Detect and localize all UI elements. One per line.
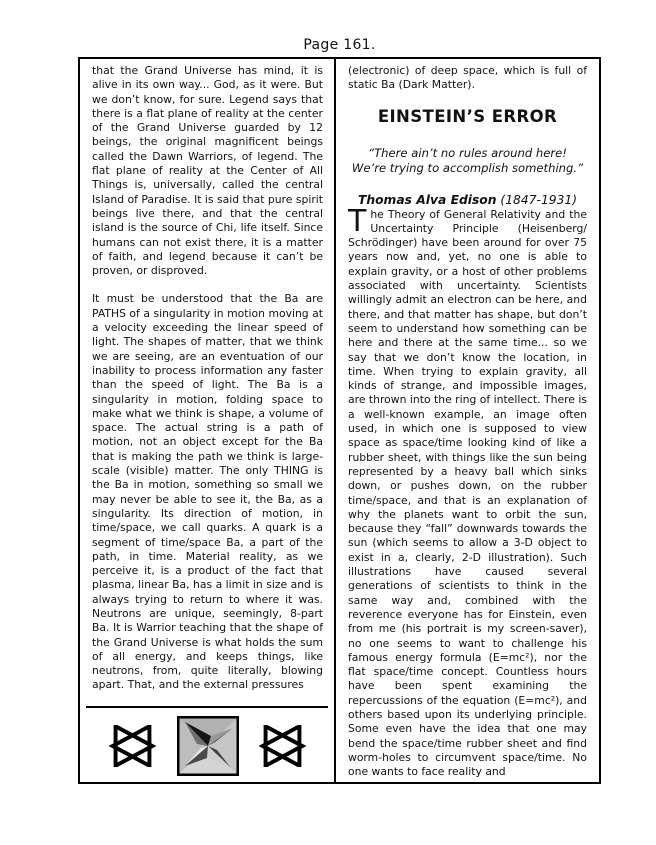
faceted-star-image xyxy=(177,716,239,776)
paragraph: It must be understood that the Ba are PATHS of a singularity in motion moving at a velocity exceeding the linear speed of light. The shapes of matter, that we think we are seeing, are an eventuation of our inability to process information any faster than the speed of light. The Ba is a singularity in motion, folding space to make what we think is shape, a volume of space. The actual string is a path of motion, not an object except for the Ba that is making the path we think is large-scale (visible) matter. The only THING is the Ba in motion, something so small we may never be able to see it, the Ba, as a singularity. Its direction of motion, in time/space, we call quarks. A quark is a segment of time/space Ba, a part of the path, in time. Material reality, as we perceive it, is a product of the fact that plasma, linear Ba, has a limit in size and is always trying to return to where it was. Neutrons are unique, seemingly, 8-part Ba. It is Warrior teaching that the shape of the Grand Universe is what holds the sum of all energy, and keeps things, like neutrons, from, quite literally, blowing apart. That, and the external pressures xyxy=(92,292,323,692)
scanned-book-page xyxy=(78,36,601,784)
drop-cap: T xyxy=(348,203,367,239)
paragraph-text: he Theory of General Relativity and the Uncertainty Principle (Heisenberg/ Schrödinger) have been around for over 75 years now and, yet, no one is able to explain gravity, or a host of other problems associated with uncertainty. Scientists willingly admit an electron can be here, and there, and that matter has shape, but don’t seem to understand how something can be here and there at the same time... so we say that we don’t know the location, in time. When trying to explain gravity, all kinds of strange, and impossible images, are thrown into the ring of intellect. There is a well-known example, an image often used, in which one is supposed to view space as space/time looking kind of like a rubber sheet, with things like the sun being represented by a heavy ball which sinks down, or pushes down, on the rubber time/space, and that is an explanation of why the planets want to orbit the sun, because they “fall” downwards towards the sun (which seems to allow a 3-D object to exist in a, clearly, 2-D illustration). Such illustrations have caused several generations of scientists to think in the same way and, combined with the reverence everyone has for Einstein, even from me (his portrait is my screen-saver), no one seems to want to challenge his famous energy formula (E=mc²), nor the flat space/time concept. Countless hours have been spent examining the repercussions of the equation (E=mc²), and others based upon its underlying principle. Some even have the idea that one may bend the space/time rubber sheet and find worm-holes to circumvent space/time. No one wants to face reality and xyxy=(348,207,587,779)
attribution-name: Thomas Alva Edison xyxy=(357,192,497,207)
section-heading: EINSTEIN’S ERROR xyxy=(377,106,558,126)
quote-line: “There ain’t no rules around here! xyxy=(368,145,567,160)
pull-quote xyxy=(348,146,587,177)
paragraph-continuation: (electronic) of deep space, which is full of static Ba (Dark Matter). xyxy=(348,64,587,92)
attribution-years: (1847-1931) xyxy=(496,192,578,207)
quote-attribution xyxy=(348,192,587,208)
six-pointed-star-icon xyxy=(109,725,156,767)
footer-symbols-row xyxy=(92,708,323,778)
paragraph xyxy=(348,203,587,780)
paragraph: that the Grand Universe has mind, it is alive in its own way... God, as it were. But we don’t know, for sure. Legend says that there is a flat plane of reality at the center of the Grand Universe guarded by 12 beings, the original magnificent beings called the Dawn Warriors, of legend. The flat plane of reality at the Center of All Things is, universally, called the central Island of Paradise. It is said that pure spirit beings live there, and that the central island is the source of Chi, life itself. Since humans can not exist there, it is a matter of faith, and legend because it can’t be proven, or disproved. xyxy=(92,64,323,278)
six-pointed-star-icon xyxy=(259,725,306,767)
right-column xyxy=(336,59,599,782)
two-column-text-frame xyxy=(78,57,601,784)
page-number-header: Page 161. xyxy=(303,37,376,53)
quote-line: We’re trying to accomplish something.” xyxy=(351,161,584,176)
left-column xyxy=(80,59,336,782)
